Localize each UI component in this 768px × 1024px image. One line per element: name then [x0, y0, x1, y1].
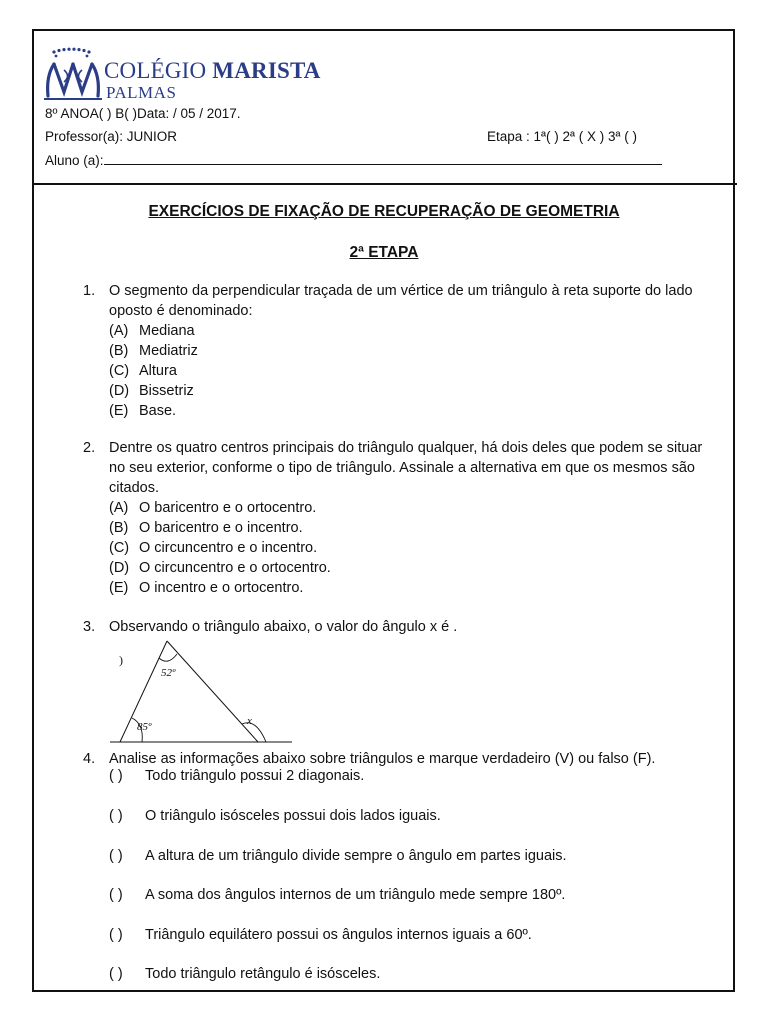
tf-checkbox[interactable]: ( )	[109, 808, 123, 824]
question-stem: Dentre os quatro centros principais do triângulo qualquer, há dois deles que podem se situar no seu exterior, conforme o tipo de triângulo. Assinale a alternativa em que os mesmos são citados.	[109, 440, 703, 496]
logo-name-part2: MARISTA	[212, 58, 321, 83]
tf-checkbox[interactable]: ( )	[109, 848, 123, 864]
question-number: 2.	[83, 440, 96, 456]
question-stem: O segmento da perpendicular traçada de um vértice de um triângulo à reta suporte do lado oposto é denominado:	[109, 283, 693, 319]
tf-item-5	[109, 927, 532, 943]
angle-arc-exterior	[242, 723, 266, 742]
logo-school-name	[104, 58, 321, 84]
option-b: (B) Mediatriz	[109, 343, 198, 359]
school-logo	[42, 46, 332, 102]
logo-city: PALMAS	[106, 83, 177, 102]
question-number: 4.	[83, 751, 96, 767]
option-e: (E) Base.	[109, 403, 177, 419]
question-4	[83, 749, 713, 769]
angle-label-x: x	[247, 715, 252, 727]
aluno-name-field[interactable]	[104, 153, 662, 165]
question-stem: Observando o triângulo abaixo, o valor do ângulo x é .	[109, 619, 458, 635]
tf-checkbox[interactable]: ( )	[109, 966, 123, 982]
logo-name-part1: COLÉGIO	[104, 58, 207, 83]
question-number: 1.	[83, 283, 96, 299]
option-c: (C) O circuncentro e o incentro.	[109, 540, 318, 556]
question-number: 3.	[83, 619, 96, 635]
header-divider	[32, 183, 737, 185]
tf-text: Todo triângulo possui 2 diagonais.	[145, 768, 365, 784]
option-b: (B) O baricentro e o incentro.	[109, 520, 303, 536]
marista-monogram-icon	[42, 46, 104, 102]
angle-label-top: 52º	[161, 667, 176, 679]
question-1	[83, 281, 713, 421]
page-title: EXERCÍCIOS DE FIXAÇÃO DE RECUPERAÇÃO DE GEOMETRIA	[148, 203, 620, 220]
tf-checkbox[interactable]: ( )	[109, 887, 123, 903]
tf-checkbox[interactable]: ( )	[109, 927, 123, 943]
option-d: (D) O circuncentro e o ortocentro.	[109, 560, 331, 576]
tf-text: Triângulo equilátero possui os ângulos internos iguais a 60º.	[145, 927, 532, 943]
option-a: (A) O baricentro e o ortocentro.	[109, 500, 317, 516]
header-aluno-line	[45, 153, 662, 168]
tf-item-6	[109, 966, 380, 982]
option-c: (C) Altura	[109, 363, 177, 379]
figure-stray-mark: )	[119, 653, 123, 667]
tf-checkbox[interactable]: ( )	[109, 768, 123, 784]
header-professor: Professor(a): JUNIOR	[45, 129, 178, 144]
tf-item-3	[109, 848, 567, 864]
question-3	[83, 617, 713, 637]
option-d: (D) Bissetriz	[109, 383, 194, 399]
header-date-line: 8º ANOA( ) B( )Data: / 05 / 2017.	[45, 106, 241, 121]
angle-arc-top	[159, 654, 177, 661]
triangle-figure	[110, 638, 295, 748]
question-2	[83, 438, 713, 598]
tf-item-2	[109, 808, 441, 824]
header-etapa: Etapa : 1ª( ) 2ª ( X ) 3ª ( )	[487, 129, 638, 144]
page-subtitle: 2ª ETAPA	[349, 244, 419, 261]
tf-item-4	[109, 887, 565, 903]
tf-text: Todo triângulo retângulo é isósceles.	[145, 966, 381, 982]
tf-text: A altura de um triângulo divide sempre o ângulo em partes iguais.	[145, 848, 567, 864]
option-a: (A) Mediana	[109, 323, 195, 339]
option-e: (E) O incentro e o ortocentro.	[109, 580, 304, 596]
aluno-label: Aluno (a):	[45, 153, 104, 168]
angle-label-left: 85º	[137, 721, 152, 733]
tf-text: A soma dos ângulos internos de um triângulo mede sempre 180º.	[145, 887, 566, 903]
tf-item-1	[109, 768, 364, 784]
question-stem: Analise as informações abaixo sobre triângulos e marque verdadeiro (V) ou falso (F).	[109, 751, 656, 767]
tf-text: O triângulo isósceles possui dois lados iguais.	[145, 808, 441, 824]
triangle-right-side	[167, 641, 258, 742]
